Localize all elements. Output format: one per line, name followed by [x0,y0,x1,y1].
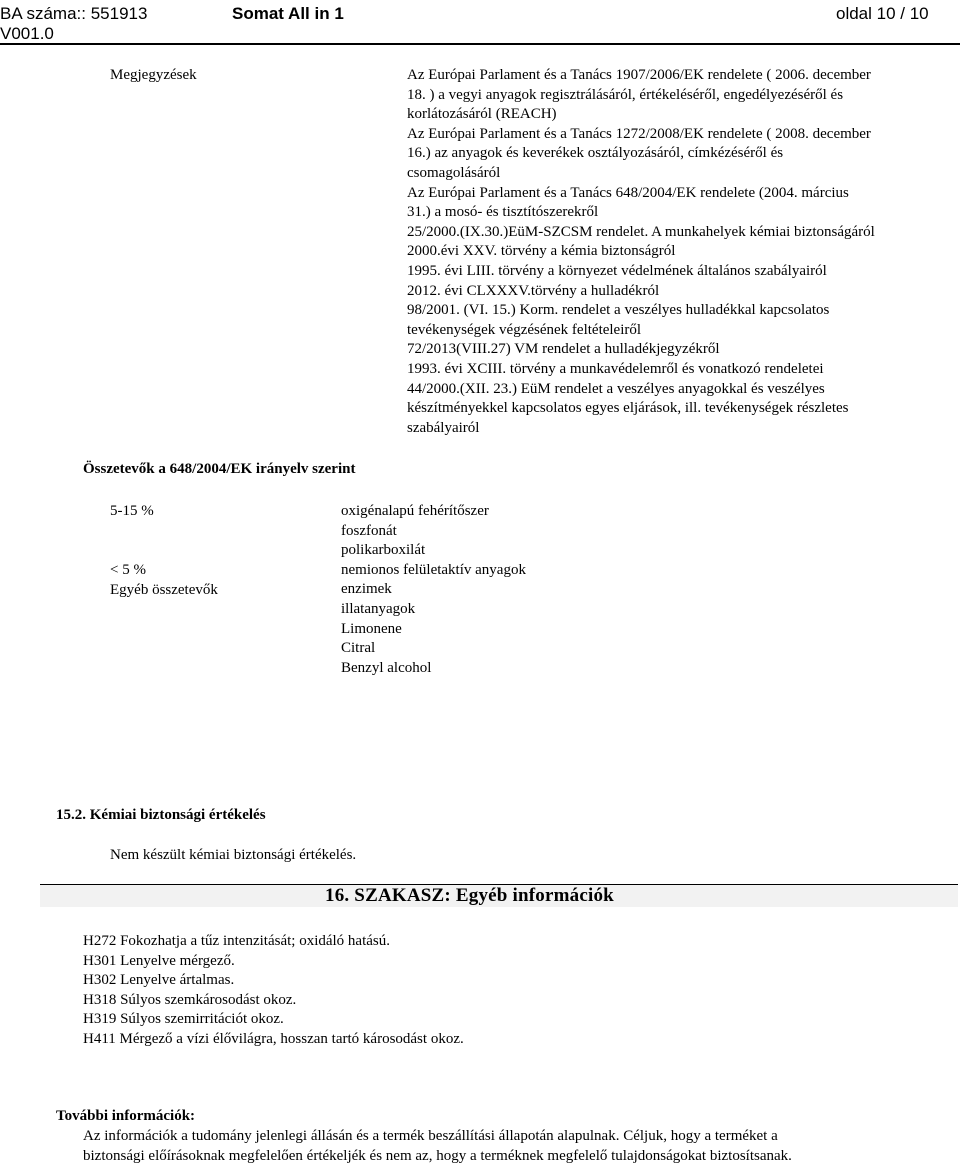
ingredient-list [341,502,526,678]
notes-line: 1995. évi LIII. törvény a környezet védelmének általános szabályairól [407,262,827,279]
ingredient-item: enzimek [341,581,392,598]
section-15-2-title: 15.2. Kémiai biztonsági értékelés [56,807,266,823]
notes-line: 2000.évi XXV. törvény a kémia biztonságról [407,243,676,260]
notes-line: 25/2000.(IX.30.)EüM-SZCSM rendelet. A munkahelyek kémiai biztonságáról [407,223,875,240]
h-statement-list [83,932,464,1050]
more-info-line: biztonsági előírásoknak megfelelően értékeljék és nem az, hogy a terméknek megfelelő tulajdonságokat biztosítsanak. [83,1147,792,1164]
notes-line: 2012. évi CLXXXV.törvény a hulladékról [407,282,660,299]
notes-line: Az Európai Parlament és a Tanács 1272/2008/EK rendelete ( 2008. december [407,125,871,142]
page-number: oldal 10 / 10 [836,4,929,23]
ingredient-item: foszfonát [341,522,397,539]
h-statement: H319 Súlyos szemirritációt okoz. [83,1011,284,1028]
more-info-text [83,1127,792,1166]
ingredient-item: nemionos felületaktív anyagok [341,561,526,578]
notes-line: 31.) a mosó- és tisztítószerekről [407,204,599,221]
version-number: V001.0 [0,24,54,43]
ingredient-item: polikarboxilát [341,542,426,559]
product-name: Somat All in 1 [232,4,344,23]
ingredient-item: illatanyagok [341,600,416,617]
ingredient-range: 5-15 % [110,503,154,519]
notes-line: tevékenységek végzésének feltételeiről [407,321,642,338]
h-statement: H411 Mérgező a vízi élővilágra, hosszan tartó károsodást okoz. [83,1030,464,1047]
notes-line: 18. ) a vegyi anyagok regisztrálásáról, értékeléséről, engedélyezéséről és [407,86,844,103]
h-statement: H302 Lenyelve ártalmas. [83,972,235,989]
ingredient-item: Citral [341,640,376,657]
notes-line: Az Európai Parlament és a Tanács 1907/2006/EK rendelete ( 2006. december [407,67,871,83]
section-16-title: 16. SZAKASZ: Egyéb információk [325,885,614,906]
notes-line: 98/2001. (VI. 15.) Korm. rendelet a veszélyes hulladékkal kapcsolatos [407,302,830,319]
notes-line: szabályairól [407,419,480,436]
notes-line: Az Európai Parlament és a Tanács 648/2004/EK rendelete (2004. március [407,184,849,201]
more-info-title: További információk: [56,1108,196,1124]
section-15-2-text: Nem készült kémiai biztonsági értékelés. [110,847,357,863]
document-id: BA száma:: 551913 [0,4,148,23]
more-info-line: Az információk a tudomány jelenlegi állásán és a termék beszállítási állapotán alapulnak. Céljuk, hogy a terméket a [83,1128,778,1144]
ingredient-range: < 5 % [110,562,146,578]
notes-line: 72/2013(VIII.27) VM rendelet a hulladékjegyzékről [407,341,720,358]
notes-line: korlátozásáról (REACH) [407,106,557,123]
h-statement: H272 Fokozhatja a tűz intenzitását; oxidáló hatású. [83,933,391,949]
ingredient-range: Egyéb összetevők [110,582,218,598]
ingredient-item: Benzyl alcohol [341,659,432,676]
notes-line: 44/2000.(XII. 23.) EüM rendelet a veszélyes anyagokkal és veszélyes [407,380,825,397]
notes-list [407,66,875,438]
notes-line: 16.) az anyagok és keverékek osztályozásáról, címkézéséről és [407,145,784,162]
ingredient-item: oxigénalapú fehérítőszer [341,503,489,519]
notes-line: készítményekkel kapcsolatos egyes eljárások, ill. tevékenységek részletes [407,400,849,417]
notes-label: Megjegyzések [110,67,197,83]
header-rule [0,43,960,45]
h-statement: H301 Lenyelve mérgező. [83,952,235,969]
notes-line: csomagolásáról [407,164,501,181]
notes-line: 1993. évi XCIII. törvény a munkavédelemről és vonatkozó rendeletei [407,360,824,377]
h-statement: H318 Súlyos szemkárosodást okoz. [83,991,297,1008]
ingredients-title: Összetevők a 648/2004/EK irányelv szerint [83,461,356,477]
ingredient-item: Limonene [341,620,402,637]
